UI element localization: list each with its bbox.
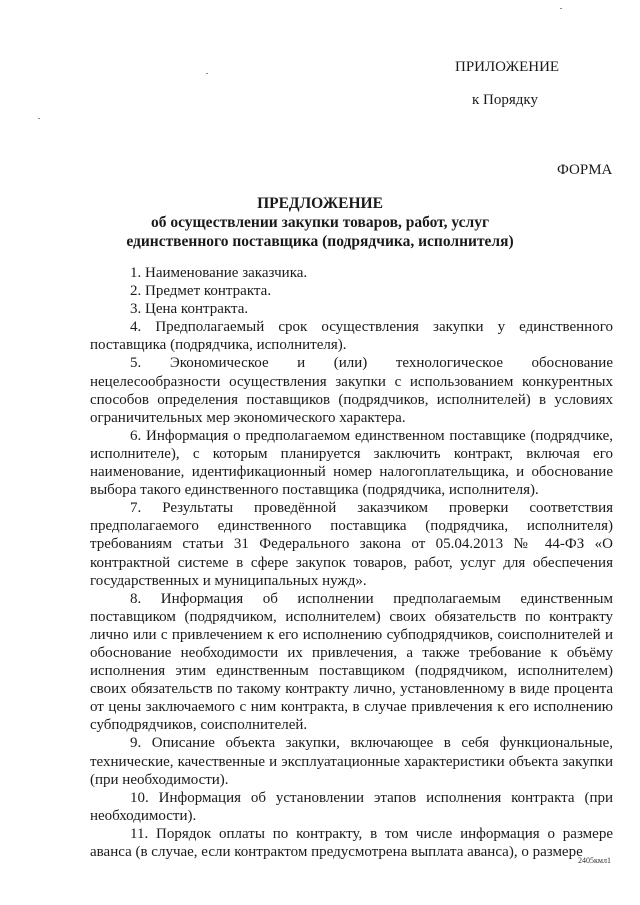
document-code: 2405кмл1 <box>578 856 611 865</box>
document-subtitle-2: единственного поставщика (подрядчика, исполнителя) <box>126 233 514 250</box>
list-item: 2. Предмет контракта. <box>130 283 272 300</box>
list-item: 5. Экономическое и (или) технологическое обоснование нецелесообразности осуществления закупки с использованием конкурентных способов определения поставщиков (подрядчиков, исполнителей) в условиях ограничительных мер экономического характера. <box>90 355 613 426</box>
appendix-label: ПРИЛОЖЕНИЕ <box>455 59 560 75</box>
document-subtitle-1: об осуществлении закупки товаров, работ, услуг <box>150 214 489 231</box>
list-item: 6. Информация о предполагаемом единственном поставщике (подрядчике, исполнителе), с которым планируется заключить контракт, включая его наименование, идентификационный номер налогоплательщика, и обоснование выбора такого единственного поставщика (подрядчика, исполнителя). <box>90 427 613 499</box>
list-item: 3. Цена контракта. <box>130 301 249 318</box>
list-item: 4. Предполагаемый срок осуществления закупки у единственного поставщика (подрядчика, исполнителя). <box>90 319 613 354</box>
items-list <box>90 264 613 861</box>
document-title: ПРЕДЛОЖЕНИЕ <box>257 195 383 212</box>
list-item: 10. Информация об установлении этапов исполнения контракта (при необходимости). <box>90 789 613 824</box>
to-order-label: к Порядку <box>472 92 538 108</box>
scan-speck <box>38 118 40 119</box>
list-item: 1. Наименование заказчика. <box>130 265 308 281</box>
scan-speck <box>206 73 208 74</box>
form-label: ФОРМА <box>557 162 613 178</box>
list-item: 7. Результаты проведённой заказчиком проверки соответствия предполагаемого единственного поставщика (подрядчика, исполнителя) требованиям статьи 31 Федерального закона от 05.04.2013 № 44-ФЗ «О контрактной системе в сфере закупок товаров, работ, услуг для обеспечения государственных и муниципальных нужд». <box>90 500 613 589</box>
list-item: 9. Описание объекта закупки, включающее в себя функциональные, технические, качественные и эксплуатационные характеристики объекта закупки (при необходимости). <box>90 735 613 788</box>
scan-speck <box>560 8 562 9</box>
list-item: 11. Порядок оплаты по контракту, в том числе информация о размере аванса (в случае, если контрактом предусмотрена выплата аванса), о размере <box>90 825 613 860</box>
list-item: 8. Информация об исполнении предполагаемым единственным поставщиком (подрядчиком, исполнителем) своих обязательств по контракту лично или с привлечением к его исполнению субподрядчиков, соисполнителей и обоснование необходимости их привлечения, а также требование к объёму исполнения этим единственным поставщиком (подрядчиком, исполнителем) своих обязательств по такому контракту лично, установленному в виде процента от цены заключаемого с ним контракта, в случае привлечения к его исполнению субподрядчиков, соисполнителей. <box>90 590 613 734</box>
